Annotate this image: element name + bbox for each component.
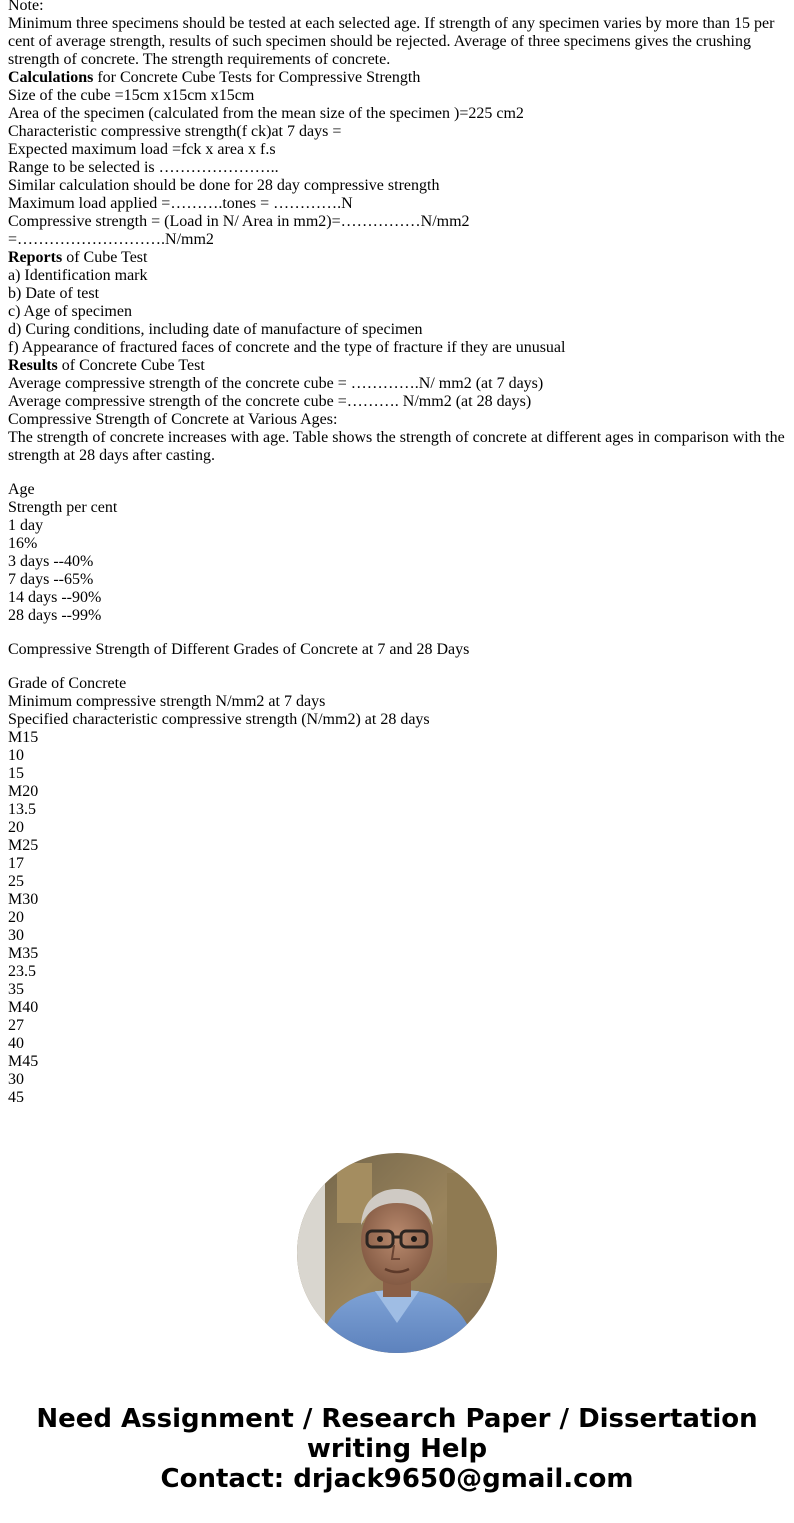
spacer — [8, 465, 788, 481]
results-heading — [8, 357, 788, 375]
calculation-line: Similar calculation should be done for 28 day compressive strength — [8, 177, 440, 194]
footer-contact: Contact: drjack9650@gmail.com — [160, 1464, 634, 1494]
results-line: Compressive Strength of Concrete at Various Ages: — [8, 411, 338, 428]
age-table-cell: 7 days --65% — [8, 571, 94, 588]
grades-table-cell: 30 — [8, 927, 24, 944]
grades-table-cell: 27 — [8, 1017, 24, 1034]
footer-banner — [0, 1404, 794, 1494]
grades-table-cell: 30 — [8, 1071, 24, 1088]
grades-table-cell: 10 — [8, 747, 24, 764]
document-body — [8, 0, 788, 1107]
report-item: b) Date of test — [8, 285, 100, 302]
grades-table-cell: 15 — [8, 765, 24, 782]
calculations-heading-rest: for Concrete Cube Tests for Compressive Strength — [93, 69, 421, 86]
results-line: Average compressive strength of the concrete cube =………. N/mm2 (at 28 days) — [8, 393, 532, 410]
calculations-heading-bold: Calculations — [8, 69, 94, 86]
age-table-cell: 3 days --40% — [8, 553, 94, 570]
footer-line-1: Need Assignment / Research Paper / Dissertation — [36, 1404, 758, 1434]
grades-table-cell: M45 — [8, 1053, 39, 1070]
grades-table-cell: 35 — [8, 981, 24, 998]
age-table-cell: 16% — [8, 535, 38, 552]
grades-table-header: Minimum compressive strength N/mm2 at 7 days — [8, 693, 326, 710]
grades-table-header: Grade of Concrete — [8, 675, 127, 692]
grades-table-cell: M30 — [8, 891, 39, 908]
calculation-line: Expected maximum load =fck x area x f.s — [8, 141, 276, 158]
grades-table-cell: 23.5 — [8, 963, 36, 980]
spacer — [8, 659, 788, 675]
age-table-cell: Age — [8, 481, 35, 498]
grades-table-cell: M35 — [8, 945, 39, 962]
author-portrait-image — [297, 1153, 497, 1353]
calculation-line: Range to be selected is ………………….. — [8, 159, 279, 176]
grades-table-cell: 20 — [8, 819, 24, 836]
results-heading-rest: of Concrete Cube Test — [57, 357, 205, 374]
note-label: Note: — [8, 0, 44, 14]
grades-table-cell: 20 — [8, 909, 24, 926]
reports-heading — [8, 249, 788, 267]
note-text: Minimum three specimens should be tested at each selected age. If strength of any specimen varies by more than 15 per cent of average strength, results of such specimen should be rejected. Average of three specimens gives the crushing strength of concrete. The strength requirements of concrete. — [8, 15, 775, 68]
results-heading-bold: Results — [8, 357, 58, 374]
spacer — [8, 625, 788, 641]
grades-table-cell: M20 — [8, 783, 39, 800]
age-table-cell: 28 days --99% — [8, 607, 102, 624]
report-item: c) Age of specimen — [8, 303, 132, 320]
grades-table-cell: 40 — [8, 1035, 24, 1052]
grades-table-cell: M40 — [8, 999, 39, 1016]
age-table-cell: 1 day — [8, 517, 44, 534]
grades-table-cell: 13.5 — [8, 801, 36, 818]
calculation-line: Size of the cube =15cm x15cm x15cm — [8, 87, 255, 104]
author-avatar — [297, 1153, 497, 1353]
grades-title: Compressive Strength of Different Grades of Concrete at 7 and 28 Days — [8, 641, 470, 658]
calculation-line: Compressive strength = (Load in N/ Area in mm2)=……………N/mm2 — [8, 213, 470, 230]
results-paragraph: The strength of concrete increases with age. Table shows the strength of concrete at different ages in comparison with the strength at 28 days after casting. — [8, 429, 785, 464]
report-item: d) Curing conditions, including date of manufacture of specimen — [8, 321, 423, 338]
calculation-line: Area of the specimen (calculated from the mean size of the specimen )=225 cm2 — [8, 105, 524, 122]
calculation-line: Characteristic compressive strength(f ck)at 7 days = — [8, 123, 342, 140]
grades-table-cell: M15 — [8, 729, 39, 746]
grades-table-cell: 45 — [8, 1089, 24, 1106]
report-item: f) Appearance of fractured faces of concrete and the type of fracture if they are unusual — [8, 339, 566, 356]
grades-table-header: Specified characteristic compressive strength (N/mm2) at 28 days — [8, 711, 430, 728]
reports-heading-bold: Reports — [8, 249, 63, 266]
report-item: a) Identification mark — [8, 267, 148, 284]
footer-line-2: writing Help — [306, 1434, 488, 1464]
results-line: Average compressive strength of the concrete cube = ………….N/ mm2 (at 7 days) — [8, 375, 544, 392]
grades-table-cell: M25 — [8, 837, 39, 854]
age-table-cell: Strength per cent — [8, 499, 118, 516]
calculation-line: Maximum load applied =……….tones = ………….N — [8, 195, 353, 212]
calculations-heading — [8, 69, 788, 87]
reports-heading-rest: of Cube Test — [62, 249, 148, 266]
calculation-line: =……………………….N/mm2 — [8, 231, 214, 248]
grades-table-cell: 17 — [8, 855, 24, 872]
age-table-cell: 14 days --90% — [8, 589, 102, 606]
grades-table-cell: 25 — [8, 873, 24, 890]
